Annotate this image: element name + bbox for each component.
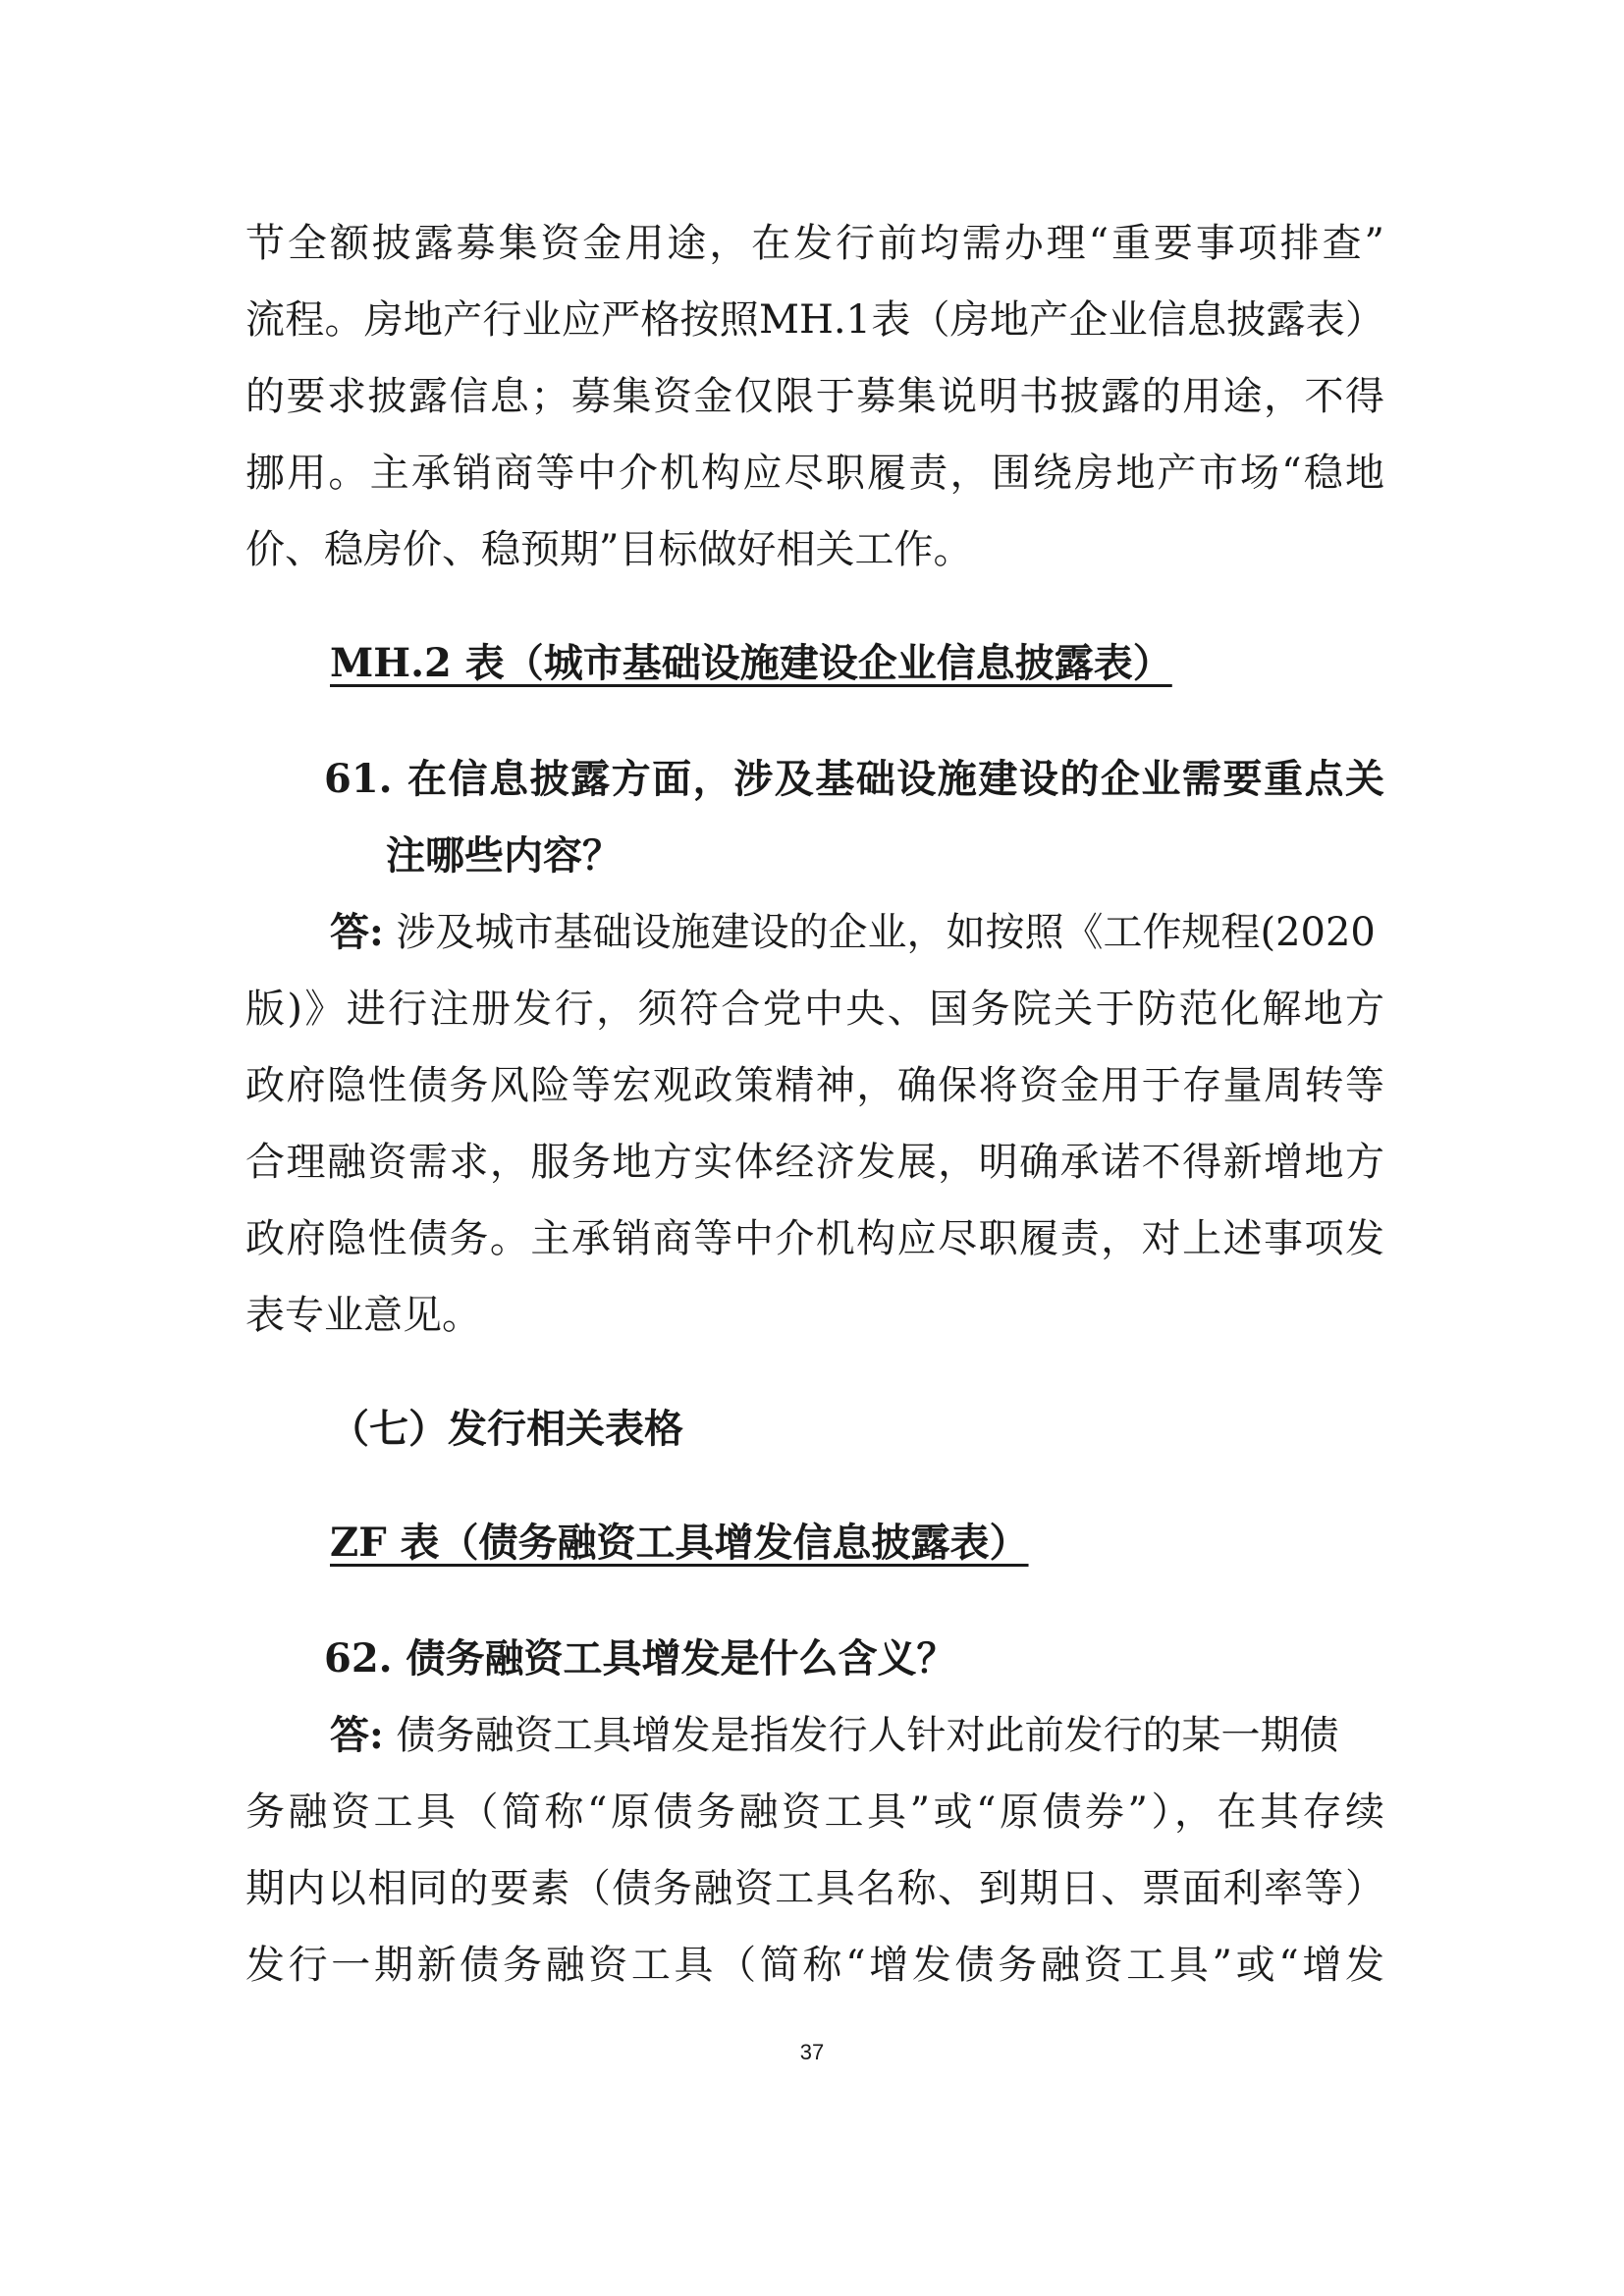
answer-62-line-1 — [330, 1708, 1384, 1763]
answer-62-line-4: 发行一期新债务融资工具（简称“增发债务融资工具”或“增发 — [245, 1943, 1384, 1988]
answer-61-line-1 — [330, 905, 1384, 960]
page-number: 37 — [799, 2040, 825, 2064]
answer-62-line-3: 期内以相同的要素（债务融资工具名称、到期日、票面利率等） — [245, 1866, 1384, 1911]
answer-61-line-2: 版)》进行注册发行，须符合党中央、国务院关于防范化解地方 — [245, 987, 1384, 1032]
question-61-line-1: 61. 在信息披露方面，涉及基础设施建设的企业需要重点关 — [324, 756, 1384, 802]
answer-61-line-5: 政府隐性债务。主承销商等中介机构应尽职履责，对上述事项发 — [245, 1216, 1384, 1261]
section-7-heading: （七）发行相关表格 — [330, 1406, 683, 1452]
intro-line-4: 挪用。主承销商等中介机构应尽职履责，围绕房地产市场“稳地 — [245, 451, 1384, 496]
intro-line-2: 流程。房地产行业应严格按照MH.1表（房地产企业信息披露表） — [245, 297, 1384, 343]
answer-61-line-6: 表专业意见。 — [245, 1293, 481, 1338]
answer-62-label: 答: — [330, 1712, 384, 1758]
answer-62-first-line: 债务融资工具增发是指发行人针对此前发行的某一期债 — [383, 1713, 1339, 1758]
answer-62-line-2: 务融资工具（简称“原债务融资工具”或“原债券”），在其存续 — [245, 1789, 1384, 1835]
question-61-line-2: 注哪些内容？ — [386, 832, 622, 879]
heading-mh2 — [330, 636, 1312, 691]
answer-61-first-line: 涉及城市基础设施建设的企业，如按照《工作规程(2020 — [383, 910, 1376, 955]
intro-line-3: 的要求披露信息；募集资金仅限于募集说明书披露的用途，不得 — [245, 374, 1384, 419]
intro-line-1: 节全额披露募集资金用途，在发行前均需办理“重要事项排查” — [245, 221, 1384, 266]
intro-line-5: 价、稳房价、稳预期”目标做好相关工作。 — [245, 527, 973, 572]
answer-61-label: 答: — [330, 909, 384, 955]
heading-mh2-text: MH.2 表（城市基础设施建设企业信息披露表） — [330, 640, 1172, 686]
answer-61-line-3: 政府隐性债务风险等宏观政策精神，确保将资金用于存量周转等 — [245, 1063, 1384, 1108]
question-62: 62. 债务融资工具增发是什么含义？ — [324, 1635, 956, 1682]
heading-zf-text: ZF 表（债务融资工具增发信息披露表） — [330, 1520, 1029, 1566]
heading-zf — [330, 1516, 1312, 1571]
answer-61-line-4: 合理融资需求，服务地方实体经济发展，明确承诺不得新增地方 — [245, 1140, 1384, 1185]
